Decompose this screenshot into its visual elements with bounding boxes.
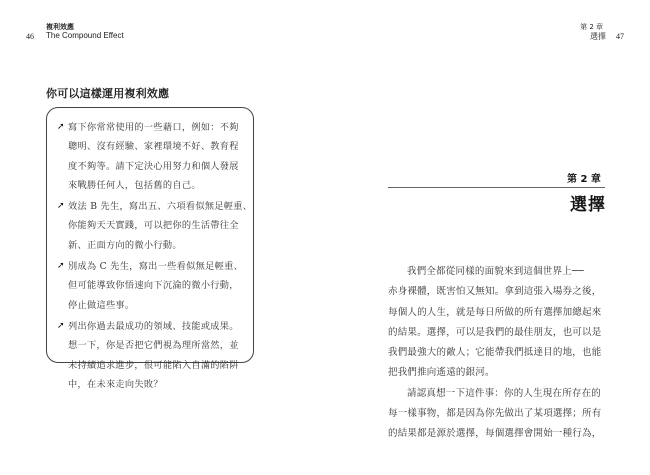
running-header-chapter-title: 選擇 bbox=[590, 32, 606, 41]
tip-line: 未持續追求進步，很可能陷入自滿的陷阱 bbox=[68, 359, 239, 371]
tip-line: 別成為 C 先生，寫出一些看似無足輕重、 bbox=[68, 261, 244, 273]
arrow-bullet-icon: ➚ bbox=[57, 122, 65, 132]
tip-line: 寫下你常常使用的一些藉口，例如：不夠 bbox=[68, 122, 239, 133]
chapter-title: 選擇 bbox=[570, 195, 606, 215]
tip-line: 來戰勝任何人，包括舊的自己。 bbox=[68, 179, 201, 191]
page-number-left: 46 bbox=[26, 32, 34, 41]
arrow-bullet-icon: ➚ bbox=[57, 320, 65, 331]
tip-item bbox=[57, 197, 253, 255]
chapter-divider bbox=[388, 187, 605, 188]
tip-item bbox=[57, 118, 253, 195]
tip-text bbox=[68, 257, 253, 315]
running-header-book-title-en: The Compound Effect bbox=[46, 31, 124, 40]
tip-line: 列出你過去最成功的領域、技能或成果。 bbox=[68, 320, 239, 332]
running-header-book-title-cn: 複利效應 bbox=[46, 23, 74, 31]
arrow-bullet-icon: ➚ bbox=[57, 261, 65, 272]
tip-line: 想一下，你是否把它們視為理所當然，並 bbox=[68, 340, 239, 352]
paragraph-line: 每個人的人生，就是每日所做的所有選擇加總起來 bbox=[388, 306, 602, 318]
tip-line: 停止做這些事。 bbox=[68, 299, 135, 311]
tip-item bbox=[57, 317, 253, 394]
paragraph-line: 請認真想一下這件事：你的人生現在所存在的 bbox=[407, 387, 602, 399]
paragraph-line: 我們最強大的敵人；它能帶我們抵達目的地，也能 bbox=[388, 347, 602, 359]
tip-item bbox=[57, 257, 253, 315]
tip-text bbox=[68, 118, 253, 195]
paragraph-line: 赤身裸體，既害怕又無知。拿到這張入場券之後， bbox=[388, 286, 602, 298]
tip-line: 但可能導致你悟速向下沉淪的微小行動， bbox=[68, 280, 239, 292]
tip-text bbox=[68, 197, 253, 255]
body-paragraphs bbox=[388, 262, 608, 445]
tip-line: 效法 B 先生，寫出五、六項看似無足輕重、 bbox=[68, 201, 253, 213]
paragraph-line: 每一樣事物，都是因為你先做出了某項選擇；所有 bbox=[388, 408, 602, 420]
paragraph-line: 的結果。選擇，可以是我們的最佳朋友，也可以是 bbox=[388, 326, 602, 338]
tip-line: 中，在未來走向失敗？ bbox=[68, 378, 163, 390]
chapter-label: 第 2 章 bbox=[567, 174, 601, 185]
section-title: 你可以這樣運用複利效應 bbox=[46, 87, 170, 100]
running-header-chapter: 第 2 章 bbox=[580, 23, 603, 31]
page-number-right: 47 bbox=[616, 32, 624, 41]
paragraph-line: 的結果都是源於選擇，每個選擇會開始一種行為， bbox=[388, 428, 602, 440]
tip-line: 新、正面方向的微小行動。 bbox=[68, 239, 182, 251]
paragraph-line: 把我們推向遙遠的銀河。 bbox=[388, 367, 495, 379]
tip-line: 你能夠天天實踐，可以把你的生活帶往全 bbox=[68, 220, 239, 232]
tips-box bbox=[46, 107, 254, 390]
tip-line: 聰明、沒有經驗、家裡環境不好、教育程 bbox=[68, 141, 239, 153]
arrow-bullet-icon: ➚ bbox=[57, 201, 65, 212]
tip-text bbox=[68, 317, 253, 394]
paragraph-line: 我們全都從同樣的面貌來到這個世界上── bbox=[407, 266, 584, 277]
tip-line: 度不夠等。請下定決心用努力和個人發展 bbox=[68, 160, 239, 172]
